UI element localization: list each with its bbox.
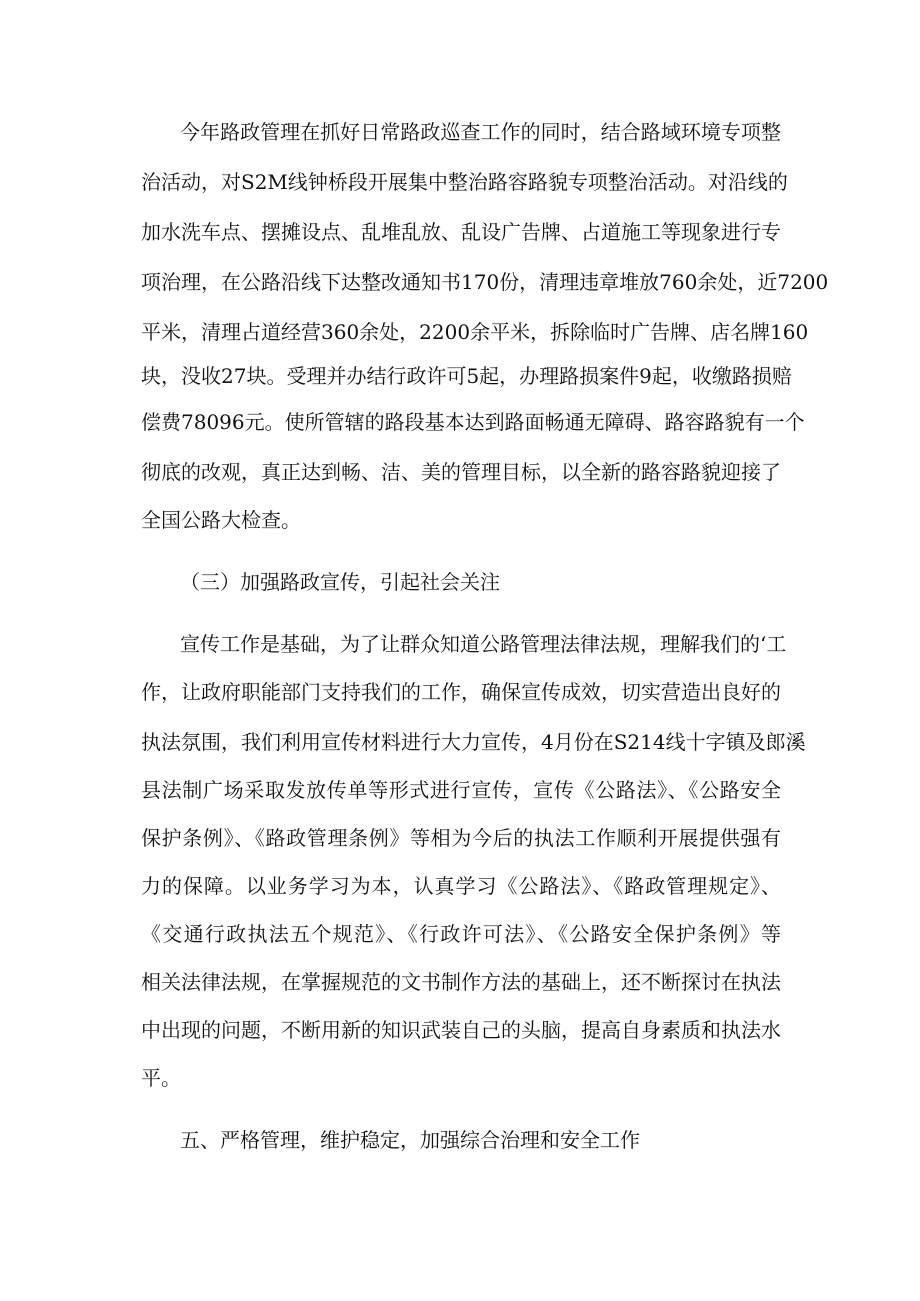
paragraph-2-line-10: 平。 [141,1066,181,1090]
paragraph-1-line-6: 块，没收27块。受理并办结行政许可5起，办理路损案件9起，收缴路损赔 [141,364,792,388]
paragraph-2-line-4: 县法制广场采取发放传单等形式进行宣传，宣传《公路法》、《公路安全 [141,778,781,802]
paragraph-1-line-4: 项治理，在公路沿线下达整改通知书170份，清理违章堆放760余处，近7200 [141,270,829,294]
paragraph-1-line-2: 治活动，对S2M线钟桥段开展集中整治路容路貌专项整治活动。对沿线的 [141,170,788,194]
paragraph-2-line-5: 保护条例》、《路政管理条例》等相为今后的执法工作顺利开展提供强有 [141,826,781,850]
paragraph-1-line-5: 平米，清理占道经营360余处，2200余平米，拆除临时广告牌、店名牌160 [141,320,809,344]
section-heading-5: 五、严格管理，维护稳定，加强综合治理和安全工作 [180,1128,640,1152]
paragraph-2-line-1: 宣传工作是基础，为了让群众知道公路管理法律法规，理解我们的‘工 [180,632,787,656]
section-heading-3: （三）加强路政宣传，引起社会关注 [180,570,500,594]
paragraph-1-line-8: 彻底的改观，真正达到畅、洁、美的管理目标，以全新的路容路貌迎接了 [141,460,781,484]
paragraph-1-line-3: 加水洗车点、摆摊设点、乱堆乱放、乱设广告牌、占道施工等现象进行专 [141,220,781,244]
paragraph-2-line-7: 《交通行政执法五个规范》、《行政许可法》、《公路安全保护条例》等 [141,922,781,946]
paragraph-1-line-1: 今年路政管理在抓好日常路政巡查工作的同时，结合路域环境专项整 [180,120,781,144]
paragraph-2-line-6: 力的保障。以业务学习为本，认真学习《公路法》、《路政管理规定》、 [141,874,781,898]
paragraph-1-line-9: 全国公路大检查。 [141,508,301,532]
paragraph-2-line-3: 执法氛围，我们利用宣传材料进行大力宣传，4月份在S214线十字镇及郎溪 [141,730,806,754]
paragraph-2-line-9: 中出现的问题，不断用新的知识武装自己的头脑，提高自身素质和执法水 [141,1018,781,1042]
paragraph-1-line-7: 偿费78096元。使所管辖的路段基本达到路面畅通无障碍、路容路貌有一个 [141,410,805,434]
paragraph-2-line-8: 相关法律法规，在掌握规范的文书制作方法的基础上，还不断探讨在执法 [141,970,781,994]
paragraph-2-line-2: 作，让政府职能部门支持我们的工作，确保宣传成效，切实营造出良好的 [141,680,781,704]
